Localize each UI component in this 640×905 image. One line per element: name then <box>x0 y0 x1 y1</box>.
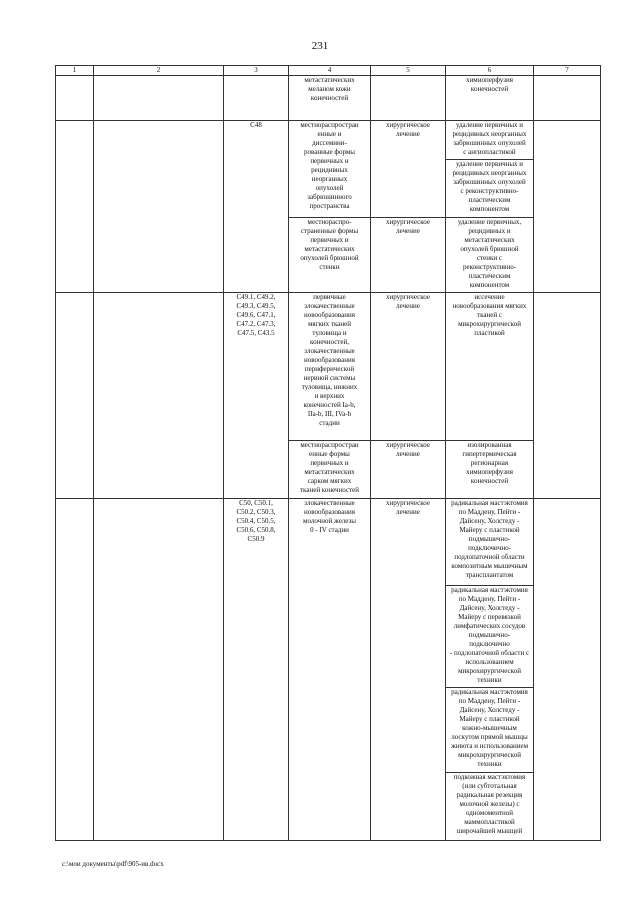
treatment-type: хирургическое лечение <box>386 293 430 310</box>
header-cell: 2 <box>94 66 224 76</box>
disease-text: метастатических меланом кожи конечностей <box>304 76 355 102</box>
disease-text: злокачественные новообразования молочной железы 0 - IV стадии <box>303 499 356 534</box>
header-cell: 4 <box>289 66 371 76</box>
method-text: удаление первичных и рецидивных неорганных забрюшинных опухолей с ангиопластикой <box>452 121 527 156</box>
disease-text: местнораспростран енные и диссемини- рованные формы первичных и рецидивных неорганных опухолей забрюшинного пространства <box>300 121 359 210</box>
method-text: иссечение новообразования мягких тканей с микрохирургической пластикой <box>452 293 527 337</box>
header-cell: 5 <box>371 66 446 76</box>
procedures-table <box>55 65 601 841</box>
method-text: удаление первичных и рецидивных неорганных забрюшинных опухолей с реконструктивно- пластическим компонентом <box>452 160 527 213</box>
file-path-footer: c:\мои документы\pdf\905-ив.docx <box>62 860 164 868</box>
table-row <box>56 76 601 121</box>
method-text: удаление первичных, рецидивных и метастатических опухолей брюшной стенки с реконструктивно- пластическим компонентом <box>457 218 522 289</box>
disease-text: местнораспростран енные формы первичных и метастатических сарком мягких тканей конечностей <box>300 441 359 494</box>
treatment-type: хирургическое лечение <box>386 121 430 138</box>
table-row <box>56 499 601 586</box>
treatment-type: хирургическое лечение <box>386 499 430 516</box>
method-text: радикальная мастэктомия по Маддену, Пейти - Дайсену, Холстеду - Майеру с перевязкой лимфатических сосудов подмышечно- подключично - подлопаточной области с использованием микрохирургической техники <box>449 586 530 684</box>
method-text: химиоперфузия конечностей <box>466 76 513 93</box>
treatment-type: хирургическое лечение <box>386 441 430 458</box>
header-cell: 7 <box>534 66 601 76</box>
icd-code: C49.1, C49.2, C49.3, C49.5, C49.6, C47.1, C47.2, C47.3, C47.5, C43.5 <box>236 293 276 337</box>
method-text: подкожная мастэктомия (или субтотальная радикальная резекция молочной железы) с одномоментной маммопластикой широчайшей мышцей <box>453 773 526 835</box>
table-row <box>56 293 601 441</box>
header-cell: 1 <box>56 66 94 76</box>
disease-text: первичные злокачественные новообразования мягких тканей туловища и конечностей, злокачественные новообразования периферической нервной системы туловища, нижних и верхних конечностей Ia-b, IIa-b, III, IVa-b стадии <box>301 293 358 427</box>
icd-code: C48 <box>250 121 262 129</box>
disease-text: местнораспро- страненные формы первичных и метастатических опухолей брюшной стенки <box>300 218 359 271</box>
icd-code: C50, C50.1, C50.2, C50.3, C50.4, C50.5, C50.6, C50.8, C50.9 <box>236 499 276 543</box>
method-text: изолированная гипертермическая регионарная химиоперфузия конечностей <box>462 441 517 485</box>
method-text: радикальная мастэктомия по Маддену, Пейти - Дайсену, Холстеду - Майеру с пластикой подмышечно- подключично- подлопаточной области композитным мышечным трансплантатом <box>451 499 528 579</box>
header-row <box>56 66 601 76</box>
header-cell: 3 <box>224 66 289 76</box>
table-row <box>56 121 601 160</box>
page-number: 231 <box>311 40 329 52</box>
treatment-type: хирургическое лечение <box>386 218 430 235</box>
method-text: радикальная мастэктомия по Маддену, Пейти - Дайсену, Холстеду - Майеру с пластикой кожно-мышечным лоскутом прямой мышцы живота и использованием микрохирургической техники <box>450 688 528 768</box>
header-cell: 6 <box>446 66 534 76</box>
